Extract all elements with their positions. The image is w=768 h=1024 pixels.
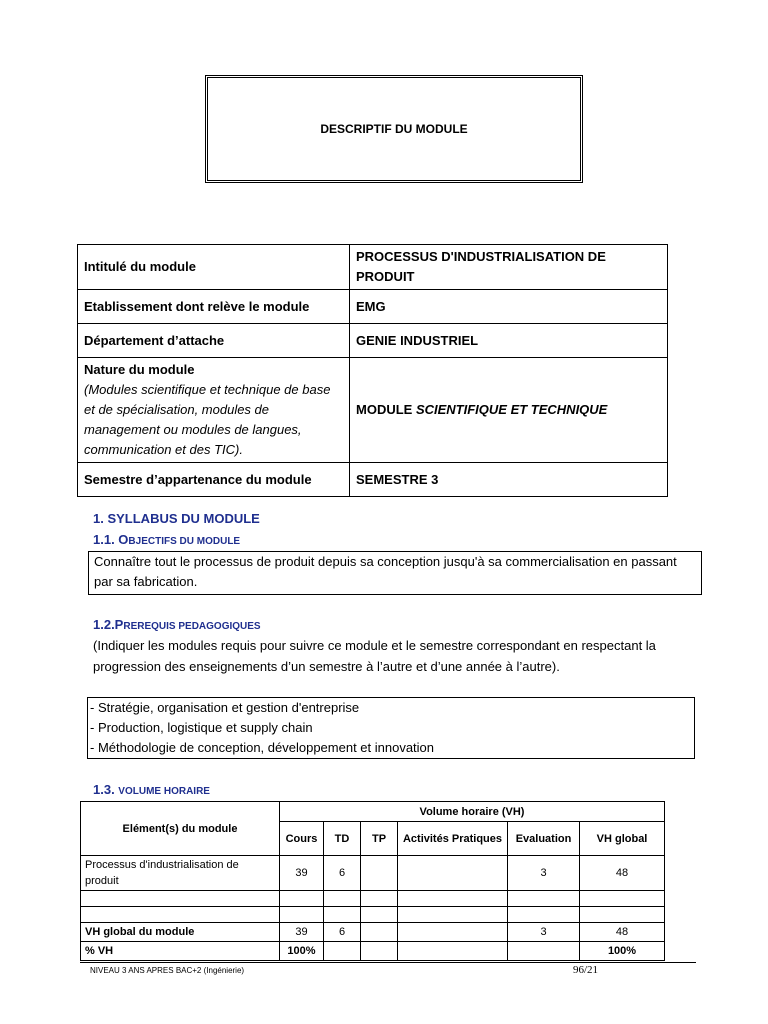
prerequis-instructions: (Indiquer les modules requis pour suivre ce module et le semestre correspondant en respectant la progression des enseignements d’un semestre à l’autre et d’une année à l’autre). bbox=[93, 638, 656, 674]
volume-heading bbox=[93, 782, 210, 797]
cell bbox=[324, 891, 361, 907]
element-name bbox=[81, 907, 280, 923]
cell bbox=[398, 856, 508, 891]
nature-description: (Modules scientifique et technique de base et de spécialisation, modules de management ou modules de langues, communication et des TIC). bbox=[84, 382, 331, 457]
prerequis-heading bbox=[93, 617, 261, 632]
volume-title: VOLUME HORAIRE bbox=[118, 786, 210, 797]
cell bbox=[361, 942, 398, 961]
info-label: Semestre d’appartenance du module bbox=[78, 463, 350, 497]
info-row bbox=[78, 245, 668, 290]
cell bbox=[508, 907, 580, 923]
element-name bbox=[81, 891, 280, 907]
info-row bbox=[78, 324, 668, 358]
info-row bbox=[78, 463, 668, 497]
element-name: Processus d'industrialisation de produit bbox=[81, 856, 280, 891]
info-value bbox=[350, 358, 668, 463]
info-value: PROCESSUS D'INDUSTRIALISATION DE PRODUIT bbox=[350, 245, 668, 290]
cell: 3 bbox=[508, 923, 580, 942]
volume-num: 1.3. bbox=[93, 782, 119, 797]
cell: 100% bbox=[280, 942, 324, 961]
col-header: VH global bbox=[580, 822, 665, 856]
cell bbox=[361, 856, 398, 891]
info-value: SEMESTRE 3 bbox=[350, 463, 668, 497]
page-number: 96/21 bbox=[573, 964, 599, 976]
info-label: Etablissement dont relève le module bbox=[78, 290, 350, 324]
pct-label: % VH bbox=[81, 942, 280, 961]
nature-label: Nature du module bbox=[84, 362, 195, 377]
cell: 3 bbox=[508, 856, 580, 891]
cell bbox=[508, 891, 580, 907]
nature-value-prefix: MODULE bbox=[356, 402, 416, 417]
prerequis-item: - Méthodologie de conception, développement et innovation bbox=[90, 740, 435, 755]
cell bbox=[398, 942, 508, 961]
objectifs-heading bbox=[93, 532, 240, 547]
info-row bbox=[78, 290, 668, 324]
info-row bbox=[78, 358, 668, 463]
table-row bbox=[81, 856, 665, 891]
col-header: TP bbox=[361, 822, 398, 856]
cell: 100% bbox=[580, 942, 665, 961]
prerequis-title: REREQUIS PEDAGOGIQUES bbox=[123, 621, 261, 632]
col-header: Cours bbox=[280, 822, 324, 856]
cell bbox=[324, 907, 361, 923]
objectifs-text: Connaître tout le processus de produit depuis sa conception jusqu'à sa commercialisation en passant par sa fabrication. bbox=[94, 554, 677, 589]
cell bbox=[398, 923, 508, 942]
footer-level: NIVEAU 3 ANS APRES BAC+2 (Ingénierie) bbox=[90, 966, 245, 975]
title-box bbox=[205, 75, 583, 183]
cell: 39 bbox=[280, 923, 324, 942]
cell bbox=[324, 942, 361, 961]
info-value: EMG bbox=[350, 290, 668, 324]
table-row bbox=[81, 891, 665, 907]
page-title: DESCRIPTIF DU MODULE bbox=[320, 122, 468, 136]
cell bbox=[398, 907, 508, 923]
cell bbox=[580, 891, 665, 907]
pct-row bbox=[81, 942, 665, 961]
info-label: Intitulé du module bbox=[78, 245, 350, 290]
cell bbox=[361, 891, 398, 907]
cell bbox=[508, 942, 580, 961]
cell bbox=[280, 891, 324, 907]
cell bbox=[361, 923, 398, 942]
module-info-table bbox=[77, 244, 668, 497]
objectifs-box bbox=[88, 551, 702, 595]
cell bbox=[398, 891, 508, 907]
objectifs-num: 1.1. O bbox=[93, 532, 129, 547]
nature-value-emphasis: SCIENTIFIQUE ET TECHNIQUE bbox=[415, 402, 608, 417]
syllabus-heading: 1. SYLLABUS DU MODULE bbox=[93, 511, 260, 526]
cell bbox=[361, 907, 398, 923]
col-header: TD bbox=[324, 822, 361, 856]
group-header: Volume horaire (VH) bbox=[280, 802, 665, 822]
col-header: Evaluation bbox=[508, 822, 580, 856]
info-label bbox=[78, 358, 350, 463]
prerequis-num: 1.2.P bbox=[93, 617, 124, 632]
volume-horaire-table bbox=[80, 801, 665, 961]
col-header: Activités Pratiques bbox=[398, 822, 508, 856]
cell bbox=[580, 907, 665, 923]
footer-divider bbox=[80, 962, 696, 963]
cell: 39 bbox=[280, 856, 324, 891]
vh-header-row bbox=[81, 802, 665, 822]
total-row bbox=[81, 923, 665, 942]
cell: 48 bbox=[580, 923, 665, 942]
cell bbox=[280, 907, 324, 923]
table-row bbox=[81, 907, 665, 923]
cell: 6 bbox=[324, 923, 361, 942]
prerequis-item: - Production, logistique et supply chain bbox=[90, 720, 313, 735]
info-label: Département d’attache bbox=[78, 324, 350, 358]
cell: 6 bbox=[324, 856, 361, 891]
cell: 48 bbox=[580, 856, 665, 891]
info-value: GENIE INDUSTRIEL bbox=[350, 324, 668, 358]
total-label: VH global du module bbox=[81, 923, 280, 942]
prerequis-box bbox=[87, 697, 695, 759]
element-header: Elément(s) du module bbox=[81, 802, 280, 856]
objectifs-title: BJECTIFS DU MODULE bbox=[128, 536, 241, 547]
prerequis-item: - Stratégie, organisation et gestion d'entreprise bbox=[90, 700, 360, 715]
